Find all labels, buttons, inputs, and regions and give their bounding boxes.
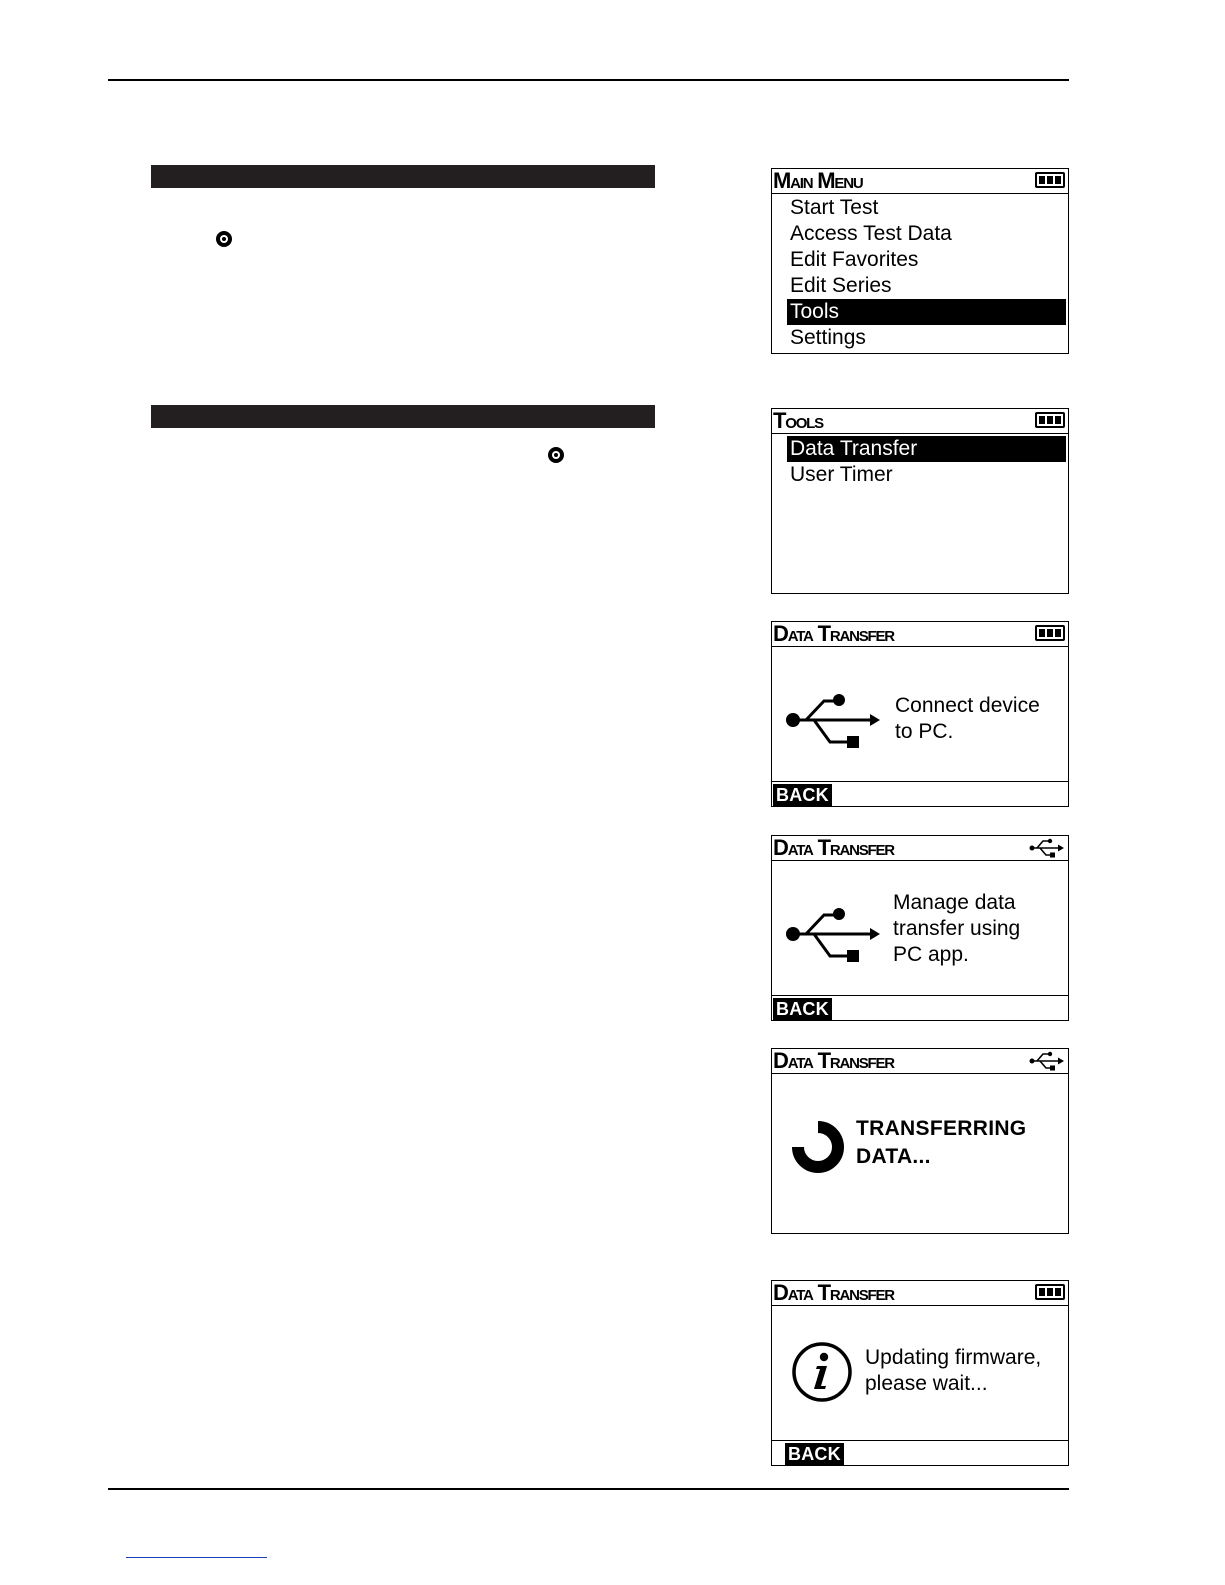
menu-item-data-transfer[interactable]: Data Transfer (787, 436, 1066, 462)
back-button[interactable]: BACK (773, 784, 832, 806)
softkey-bar (772, 781, 1068, 806)
screen-title-bar (772, 622, 1068, 647)
screen-title-bar (772, 1281, 1068, 1306)
screen-message: Manage data transfer using PC app. (893, 891, 1021, 966)
header-rule (108, 79, 1069, 81)
menu-list (787, 436, 1066, 488)
battery-icon (1035, 412, 1065, 428)
screen-title: Data Transfer (773, 835, 894, 860)
battery-icon (1035, 172, 1065, 188)
menu-item-edit-favorites[interactable]: Edit Favorites (790, 248, 919, 271)
screen-title-bar (772, 409, 1068, 434)
main-menu-screen (771, 168, 1069, 354)
screen-title: Main Menu (773, 168, 863, 193)
back-button[interactable]: BACK (773, 998, 832, 1020)
menu-item-tools[interactable]: Tools (787, 299, 1066, 325)
section-header-bar (151, 405, 655, 428)
footer-link-underline[interactable] (126, 1557, 267, 1558)
screen-message: Connect device to PC. (895, 694, 1040, 743)
screen-title: Tools (773, 408, 823, 433)
menu-item-edit-series[interactable]: Edit Series (790, 274, 892, 297)
screen-title-bar (772, 169, 1068, 194)
softkey-bar (772, 1440, 1068, 1465)
softkey-bar (772, 995, 1068, 1020)
menu-item-start-test[interactable]: Start Test (790, 196, 879, 219)
data-transfer-manage-screen (771, 835, 1069, 1021)
info-icon (790, 1340, 854, 1404)
select-knob-icon (548, 447, 564, 463)
menu-item-settings[interactable]: Settings (790, 326, 866, 349)
spinner-icon (790, 1119, 846, 1175)
battery-icon (1035, 1284, 1065, 1300)
tools-screen (771, 408, 1069, 594)
data-transfer-progress-screen (771, 1048, 1069, 1234)
footer-rule (108, 1488, 1069, 1490)
select-knob-icon (216, 231, 232, 247)
usb-icon (784, 688, 884, 750)
usb-icon (784, 902, 884, 964)
screen-title-bar (772, 836, 1068, 861)
screen-title: Data Transfer (773, 621, 894, 646)
screen-message: Updating firmware, please wait... (865, 1346, 1042, 1395)
screen-title: Data Transfer (773, 1280, 894, 1305)
screen-title: Data Transfer (773, 1048, 894, 1073)
screen-title-bar (772, 1049, 1068, 1074)
back-button[interactable]: BACK (785, 1443, 844, 1465)
usb-icon (1029, 1051, 1065, 1071)
battery-icon (1035, 625, 1065, 641)
screen-message: TRANSFERRING DATA... (856, 1117, 1027, 1168)
usb-icon (1029, 838, 1065, 858)
data-transfer-firmware-screen (771, 1280, 1069, 1466)
section-header-bar (151, 165, 655, 188)
menu-list (787, 195, 1066, 351)
menu-item-user-timer[interactable]: User Timer (790, 463, 893, 486)
data-transfer-connect-screen (771, 621, 1069, 807)
menu-item-access-test-data[interactable]: Access Test Data (790, 222, 952, 245)
